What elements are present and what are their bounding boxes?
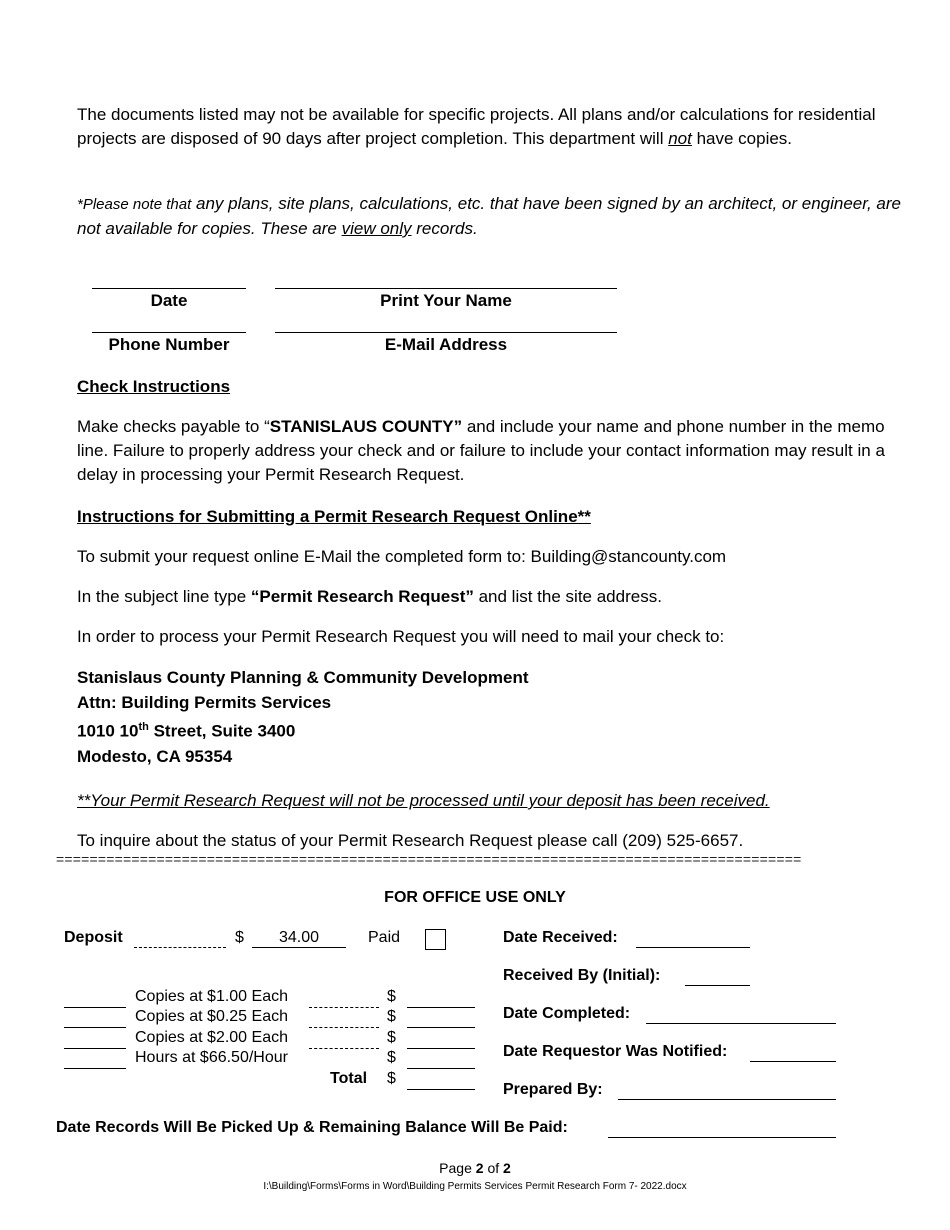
note-view-only: view only [341,219,412,238]
deposit-label: Deposit [64,929,123,946]
date-signature-line[interactable] [92,288,246,289]
copies-rate-label: Copies at $2.00 Each [135,1029,288,1046]
copies-amount-blank[interactable] [407,1048,475,1049]
date-received-blank[interactable] [636,947,750,948]
deposit-dollar-sign: $ [235,929,244,946]
copies-rate-label: Copies at $0.25 Each [135,1008,288,1025]
status-inquiry-line: To inquire about the status of your Permit Research Request please call (209) 525-6657. [77,831,744,850]
phone-signature-line[interactable] [92,332,246,333]
email-label: E-Mail Address [384,335,508,354]
office-use-title: FOR OFFICE USE ONLY [384,889,566,906]
received-by-label: Received By (Initial): [503,967,661,984]
page-current: 2 [475,1160,484,1176]
total-label: Total [330,1070,368,1087]
page-total: 2 [503,1160,511,1176]
subject-text-end: and list the site address. [473,587,662,606]
copies-qty-blank[interactable] [64,1007,126,1008]
copies-amount-blank[interactable] [407,1068,475,1069]
file-path: I:\Building\Forms\Forms in Word\Building Permits Services Permit Research Form 7- 2022.docx [263,1181,687,1192]
pickup-date-label: Date Records Will Be Picked Up & Remaining Balance Will Be Paid: [56,1119,568,1136]
online-submit-line: To submit your request online E-Mail the completed form to: Building@stancounty.com [77,547,727,566]
copies-dollar-sign: $ [387,1029,396,1046]
address-street-number: 1010 10 [77,721,139,741]
copies-rate-label: Hours at $66.50/Hour [135,1049,288,1066]
deposit-blank[interactable] [134,947,226,948]
copies-qty-blank[interactable] [64,1068,126,1069]
prepared-by-blank[interactable] [618,1099,836,1100]
mail-check-line: In order to process your Permit Research Request you will need to mail your check to: [77,627,725,646]
copies-subtotal-blank[interactable] [309,1048,379,1049]
intro-not-emphasis: not [668,129,692,148]
deposit-note: **Your Permit Research Request will not be processed until your deposit has been received. [77,791,770,810]
online-instructions-heading: Instructions for Submitting a Permit Research Request Online** [77,507,591,526]
copies-rate-label: Copies at $1.00 Each [135,988,288,1005]
subject-text-start: In the subject line type [77,587,251,606]
check-instructions-text [77,415,907,487]
date-notified-label: Date Requestor Was Notified: [503,1043,728,1060]
copies-qty-blank[interactable] [64,1048,126,1049]
intro-text: The documents listed may not be available for specific projects. All plans and/or calculations for residential projects are disposed of 90 days after project completion. This department will [77,105,876,148]
copies-qty-blank[interactable] [64,1027,126,1028]
address-street-rest: Street, Suite 3400 [148,721,296,741]
address-ordinal: th [138,721,149,733]
copies-dollar-sign: $ [387,1049,396,1066]
date-completed-label: Date Completed: [503,1005,631,1022]
subject-keyword: “Permit Research Request” [250,587,474,606]
date-received-label: Date Received: [503,929,618,946]
check-payee: STANISLAUS COUNTY” [269,417,463,436]
check-text-end: and include your name and phone number in the memo line. Failure to properly address your check and or failure to include your contact information may result in a delay in processing your Permit Research Request. [77,417,885,484]
date-notified-blank[interactable] [750,1061,836,1062]
note-prefix: *Please note that [77,196,192,213]
address-line-3 [77,715,907,744]
page-number [0,1160,950,1176]
paid-checkbox[interactable] [425,929,446,950]
copies-subtotal-blank[interactable] [309,1027,379,1028]
phone-label: Phone Number [108,335,230,354]
page-label: Page [439,1160,476,1176]
copies-subtotal-blank[interactable] [309,1007,379,1008]
check-instructions-heading: Check Instructions [77,377,231,396]
date-label: Date [150,291,188,310]
name-signature-line[interactable] [275,288,617,289]
copies-dollar-sign: $ [387,988,396,1005]
separator-line: ========================================================================================= [56,851,802,867]
pickup-date-blank[interactable] [608,1137,836,1138]
email-signature-line[interactable] [275,332,617,333]
intro-text-end: have copies. [691,129,793,148]
address-line-1: Stanislaus County Planning & Community Development [77,668,529,687]
received-by-blank[interactable] [685,985,750,986]
subject-line-instruction [77,585,907,609]
note-text: any plans, site plans, calculations, etc. that have been signed by an architect, or engineer, are not available for copies. These are [77,194,901,238]
address-line-4: Modesto, CA 95354 [77,746,233,766]
prepared-by-label: Prepared By: [503,1081,603,1098]
deposit-amount-field[interactable]: 34.00 [252,929,346,948]
check-text-start: Make checks payable to “ [77,417,270,436]
page-of: of [483,1160,504,1176]
copies-amount-blank[interactable] [407,1007,475,1008]
note-text-end: records. [411,219,478,238]
print-name-label: Print Your Name [380,291,512,310]
mailing-address [77,665,907,769]
address-line-2: Attn: Building Permits Services [77,693,332,712]
copies-dollar-sign: $ [387,1008,396,1025]
total-dollar-sign: $ [387,1070,396,1087]
paid-label: Paid [368,929,401,946]
intro-paragraph [77,103,907,151]
copies-amount-blank[interactable] [407,1027,475,1028]
note-paragraph [77,192,907,241]
total-amount-blank[interactable] [407,1089,475,1090]
date-completed-blank[interactable] [646,1023,836,1024]
